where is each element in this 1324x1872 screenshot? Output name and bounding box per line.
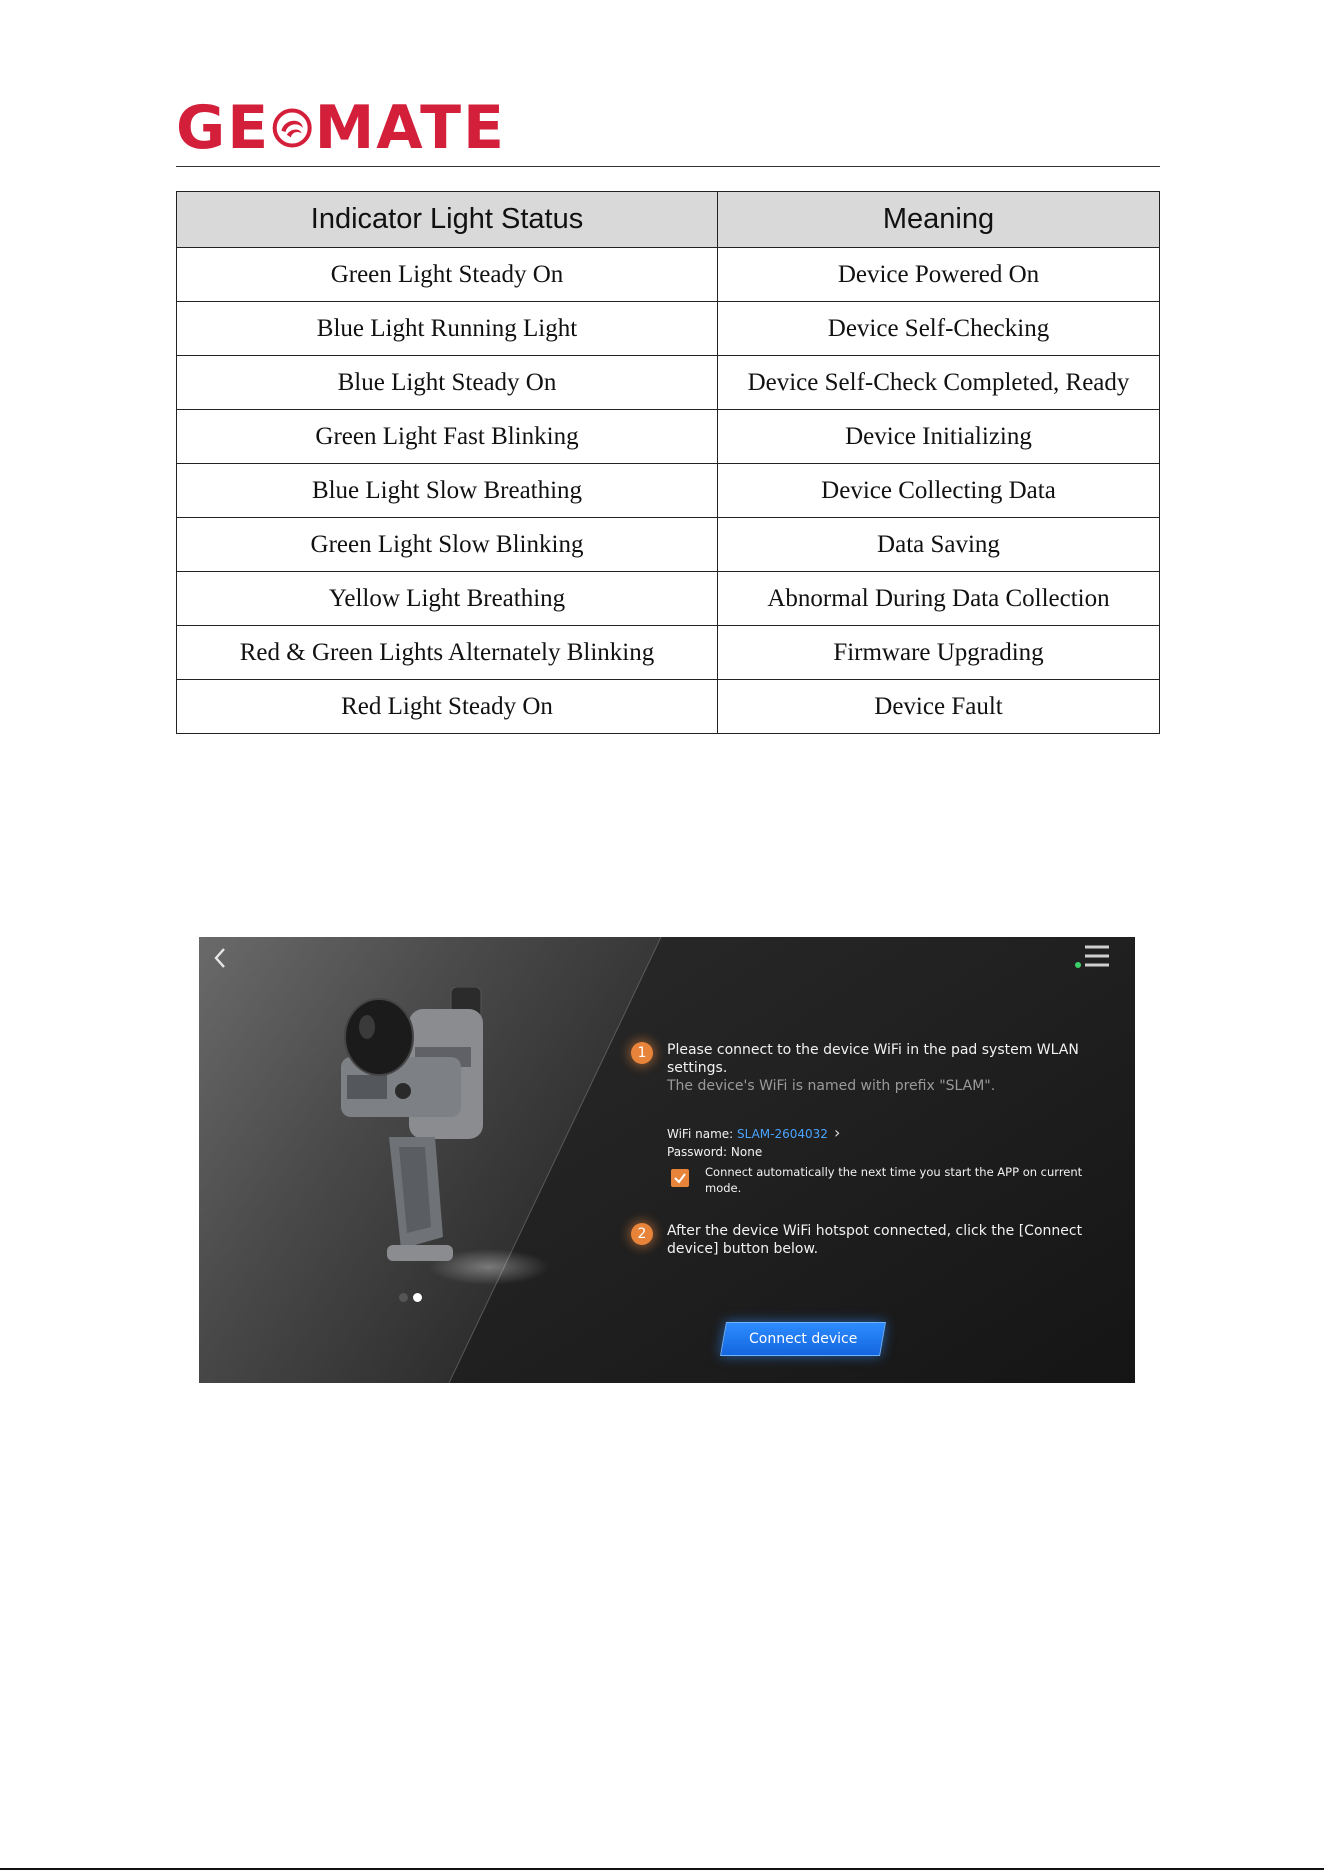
- cell-status: Green Light Steady On: [177, 248, 718, 302]
- wifi-name-row[interactable]: [667, 1124, 840, 1143]
- table-row: [177, 410, 1160, 464]
- cell-meaning: Device Self-Check Completed, Ready: [718, 356, 1160, 410]
- app-screenshot: [199, 937, 1135, 1383]
- cell-status: Red & Green Lights Alternately Blinking: [177, 626, 718, 680]
- step-2-badge: 2: [631, 1223, 653, 1245]
- table-row: [177, 626, 1160, 680]
- check-icon: [673, 1171, 687, 1185]
- table-header-row: [177, 192, 1160, 248]
- connect-device-button[interactable]: [720, 1322, 886, 1356]
- cell-meaning: Firmware Upgrading: [718, 626, 1160, 680]
- cell-status: Yellow Light Breathing: [177, 572, 718, 626]
- carousel-dots: [399, 1293, 423, 1303]
- cell-meaning: Device Initializing: [718, 410, 1160, 464]
- password-text: Password: None: [667, 1145, 763, 1159]
- cell-status: Green Light Fast Blinking: [177, 410, 718, 464]
- cell-meaning: Abnormal During Data Collection: [718, 572, 1160, 626]
- logo-swirl-icon: [272, 99, 312, 157]
- logo-text-ge: GE: [176, 93, 271, 163]
- footer-divider: [0, 1868, 1324, 1870]
- cell-status: Green Light Slow Blinking: [177, 518, 718, 572]
- table-row: [177, 464, 1160, 518]
- table-row: [177, 356, 1160, 410]
- cell-status: Blue Light Steady On: [177, 356, 718, 410]
- cell-meaning: Device Powered On: [718, 248, 1160, 302]
- header-divider: [176, 166, 1160, 167]
- carousel-dot[interactable]: [399, 1293, 408, 1302]
- auto-connect-checkbox[interactable]: [671, 1169, 689, 1187]
- header-meaning: Meaning: [718, 192, 1160, 248]
- step-1-badge: 1: [631, 1042, 653, 1064]
- chevron-right-icon[interactable]: ›: [833, 1123, 841, 1142]
- step-2-instruction: After the device WiFi hotspot connected, click the [Connect device] button below.: [667, 1223, 1083, 1257]
- cell-meaning: Data Saving: [718, 518, 1160, 572]
- table-row: [177, 572, 1160, 626]
- slam-device-illustration: [339, 987, 489, 1277]
- connect-device-label: Connect device: [748, 1331, 858, 1347]
- cell-status: Blue Light Running Light: [177, 302, 718, 356]
- back-icon[interactable]: [209, 945, 231, 971]
- wifi-name-value[interactable]: SLAM-2604032: [737, 1127, 828, 1141]
- table-row: [177, 302, 1160, 356]
- table-row: [177, 518, 1160, 572]
- carousel-dot-active[interactable]: [413, 1293, 422, 1302]
- auto-connect-label: Connect automatically the next time you start the APP on current mode.: [705, 1165, 1083, 1195]
- menu-icon[interactable]: [1071, 941, 1111, 975]
- brand-logo: [176, 93, 506, 163]
- table-row: [177, 248, 1160, 302]
- cell-meaning: Device Self-Checking: [718, 302, 1160, 356]
- header-indicator-status: Indicator Light Status: [177, 192, 718, 248]
- table-row: [177, 680, 1160, 734]
- logo-text-mate: MATE: [314, 93, 506, 163]
- cell-status: Blue Light Slow Breathing: [177, 464, 718, 518]
- wifi-name-label: WiFi name:: [667, 1127, 738, 1141]
- cell-meaning: Device Collecting Data: [718, 464, 1160, 518]
- cell-meaning: Device Fault: [718, 680, 1160, 734]
- indicator-status-table: [176, 191, 1160, 734]
- step-1-note: The device's WiFi is named with prefix "SLAM".: [667, 1078, 996, 1094]
- cell-status: Red Light Steady On: [177, 680, 718, 734]
- step-1-instruction: Please connect to the device WiFi in the pad system WLAN settings.: [667, 1042, 1079, 1076]
